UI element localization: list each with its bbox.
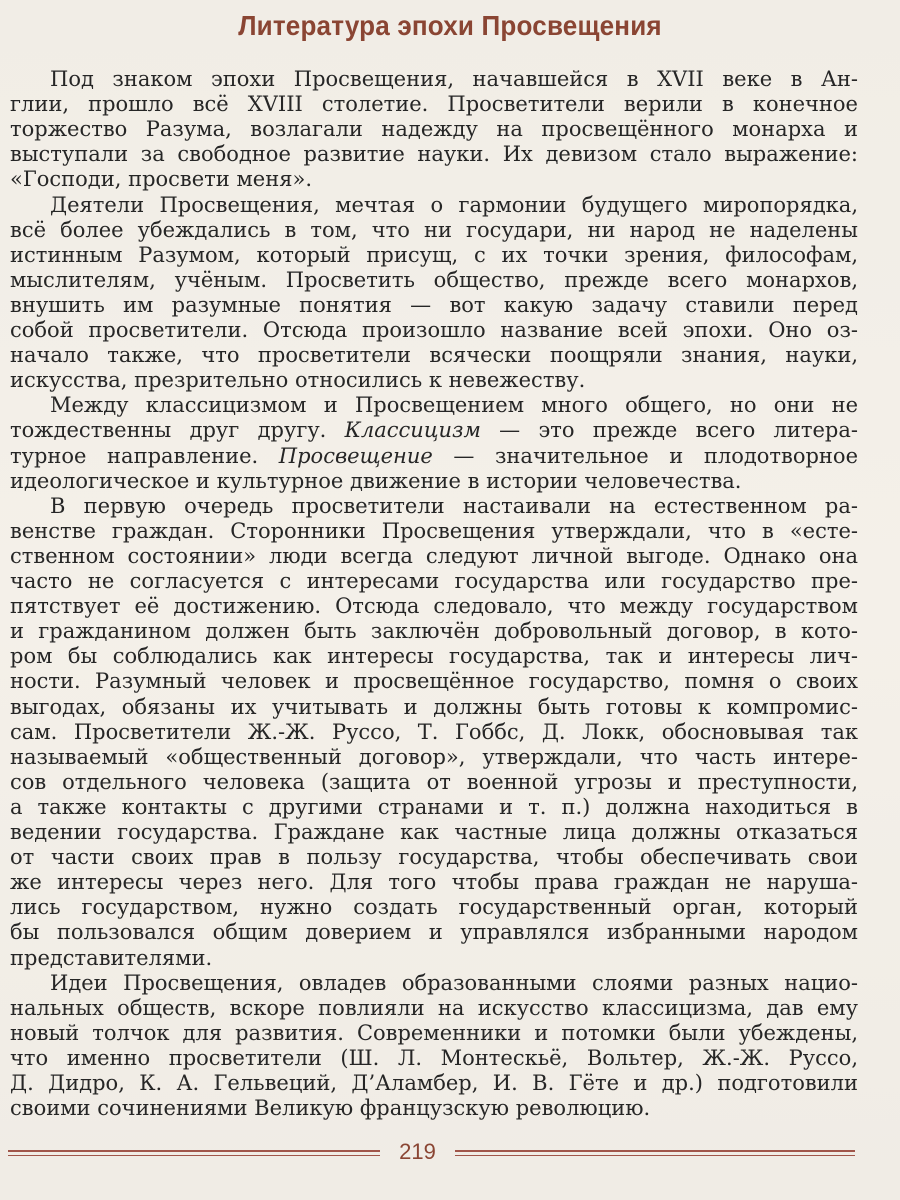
text-line: глии, прошло всё XVIII столетие. Просветители верили в конечное: [10, 92, 858, 116]
text-line: и гражданином должен быть заключён добровольный договор, в кото-: [10, 619, 858, 643]
text-line: истинным Разумом, который присущ, с их точки зрения, философам,: [10, 243, 858, 267]
text-line: своими сочинениями Великую французскую революцию.: [10, 1096, 651, 1120]
text-line: что именно просветители (Ш. Л. Монтескьё, Вольтер, Ж.-Ж. Руссо,: [10, 1046, 858, 1070]
text-line: от части своих прав в пользу государства, чтобы обеспечивать свои: [10, 845, 858, 869]
text-line: торжество Разума, возлагали надежду на просвещённого монарха и: [10, 117, 858, 141]
text-line: мыслителям, учёным. Просветить общество, прежде всего монархов,: [10, 268, 858, 292]
text-line: представителями.: [10, 946, 213, 970]
text-line: выгодах, обязаны их учитывать и должны быть готовы к компромис-: [10, 695, 858, 719]
text-line: Под знаком эпохи Просвещения, начавшейся в XVII веке в Ан-: [50, 67, 858, 91]
text-line: «Господи, просвети меня».: [10, 167, 312, 191]
text-line: искусства, презрительно относились к невежеству.: [10, 368, 586, 392]
footer-rule-right: [455, 1150, 855, 1156]
text-line: ром бы соблюдались как интересы государства, так и интересы лич-: [10, 644, 858, 668]
text-line: лись государством, нужно создать государственный орган, который: [10, 895, 858, 919]
text-line: собой просветители. Отсюда произошло название всей эпохи. Оно оз-: [10, 318, 858, 342]
text-line: ности. Разумный человек и просвещённое государство, помня о своих: [10, 669, 858, 693]
text-line: же интересы через него. Для того чтобы права граждан не наруша-: [10, 870, 858, 894]
body-text: [0, 66, 900, 1166]
text-line: ведении государства. Граждане как частные лица должны отказаться: [10, 820, 858, 844]
text-line: сов отдельного человека (защита от военной угрозы и преступности,: [10, 770, 858, 794]
italic-term: Классицизм: [344, 418, 481, 442]
text-line: ственном состоянии» люди всегда следуют личной выгоде. Однако она: [10, 544, 858, 568]
text-line: В первую очередь просветители настаивали на естественном ра-: [50, 494, 858, 518]
text-line: сам. Просветители Ж.-Ж. Руссо, Т. Гоббс, Д. Локк, обосновывая так: [10, 720, 858, 744]
text-line: Идеи Просвещения, овладев образованными слоями разных нацио-: [50, 971, 858, 995]
text-line: турное направление. Просвещение — значительное и плодотворное: [10, 444, 858, 468]
page-title: Литература эпохи Просвещения: [238, 10, 662, 41]
text-line: Д. Дидро, К. А. Гельвеций, Д’Аламбер, И. В. Гёте и др.) подготовили: [10, 1071, 858, 1095]
page-number: 219: [399, 1139, 436, 1164]
text-line: бы пользовался общим доверием и управлялся избранными народом: [10, 920, 858, 944]
footer-rule-left: [8, 1150, 380, 1156]
text-line: нальных обществ, вскоре повлияли на искусство классицизма, дав ему: [10, 996, 858, 1020]
text-line: идеологическое и культурное движение в истории человечества.: [10, 469, 742, 493]
text-line: начало также, что просветители всячески поощряли знания, науки,: [10, 343, 858, 367]
text-line: новый толчок для развития. Современники и потомки были убеждены,: [10, 1021, 858, 1045]
text-line: выступали за свободное развитие науки. Их девизом стало выражение:: [10, 142, 858, 166]
text-line: а также контакты с другими странами и т. п.) должна находиться в: [10, 795, 858, 819]
text-line: тождественны друг другу. Классицизм — это прежде всего литера-: [10, 418, 858, 442]
text-line: всё более убеждались в том, что ни государи, ни народ не наделены: [10, 218, 858, 242]
italic-term: Просвещение: [278, 444, 433, 468]
text-line: часто не согласуется с интересами государства или государство пре-: [10, 569, 858, 593]
text-line: венстве граждан. Сторонники Просвещения утверждали, что в «есте-: [10, 519, 858, 543]
text-line: Деятели Просвещения, мечтая о гармонии будущего миропорядка,: [50, 193, 858, 217]
text-line: Между классицизмом и Просвещением много общего, но они не: [50, 393, 858, 417]
text-line: внушить им разумные понятия — вот какую задачу ставили перед: [10, 293, 858, 317]
text-line: пятствует её достижению. Отсюда следовало, что между государством: [10, 594, 858, 618]
text-line: называемый «общественный договор», утверждали, что часть интере-: [10, 745, 858, 769]
